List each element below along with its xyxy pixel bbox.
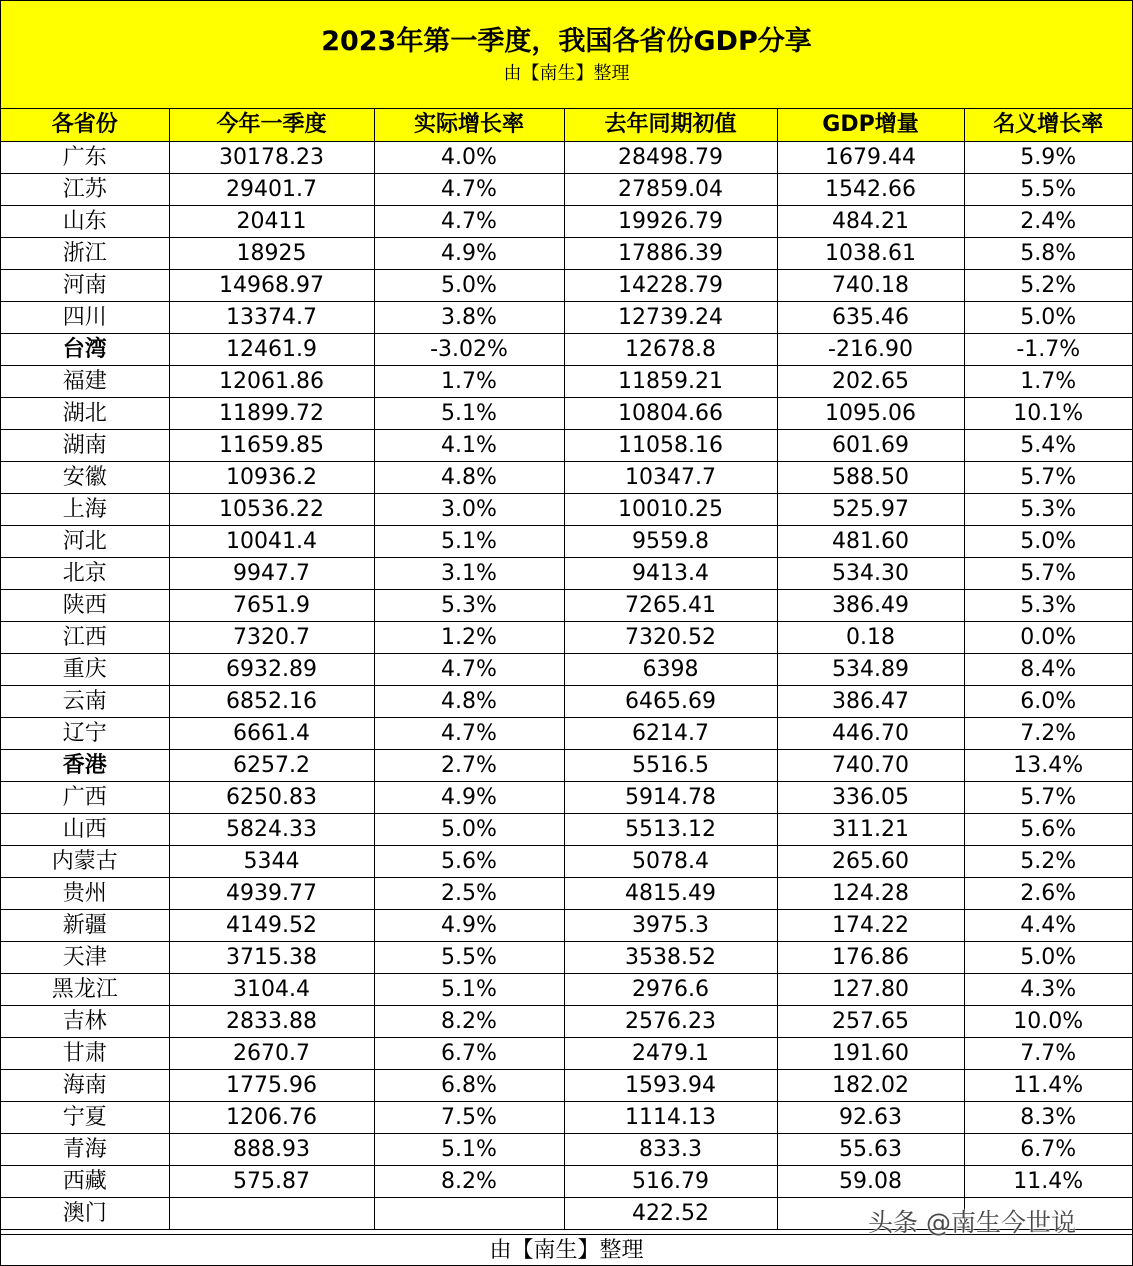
gdp-increase-cell[interactable]: 265.60 <box>777 846 964 878</box>
nominal-growth-cell[interactable]: 7.2% <box>964 718 1132 750</box>
table-row <box>1 686 1132 718</box>
watermark: 头条 @南生今世说 <box>868 1208 1076 1237</box>
table-row <box>1 558 1132 590</box>
q1-2023-cell[interactable]: 1206.76 <box>169 1102 374 1134</box>
nominal-growth-cell[interactable]: 5.2% <box>964 846 1132 878</box>
real-growth-cell[interactable]: 4.9% <box>374 782 564 814</box>
table-row <box>1 1070 1132 1102</box>
q1-2023-cell[interactable]: 7651.9 <box>169 590 374 622</box>
table-row <box>1 238 1132 270</box>
gdp-increase-cell[interactable]: 176.86 <box>777 942 964 974</box>
q1-2023-cell[interactable]: 12061.86 <box>169 366 374 398</box>
province-cell[interactable]: 内蒙古 <box>1 846 169 878</box>
province-cell[interactable]: 黑龙江 <box>1 974 169 1006</box>
gdp-table <box>1 109 1132 1230</box>
prev-initial-cell[interactable]: 5513.12 <box>564 814 777 846</box>
real-growth-cell[interactable]: 4.0% <box>374 142 564 174</box>
table-row <box>1 1134 1132 1166</box>
province-cell[interactable]: 青海 <box>1 1134 169 1166</box>
prev-initial-cell[interactable]: 9559.8 <box>564 526 777 558</box>
prev-initial-cell[interactable]: 4815.49 <box>564 878 777 910</box>
real-growth-cell[interactable]: 2.5% <box>374 878 564 910</box>
province-cell[interactable]: 新疆 <box>1 910 169 942</box>
table-row <box>1 366 1132 398</box>
prev-initial-cell[interactable]: 19926.79 <box>564 206 777 238</box>
table-row <box>1 878 1132 910</box>
nominal-growth-cell[interactable]: 0.0% <box>964 622 1132 654</box>
footer-credit: 由【南生】整理 <box>1 1234 1132 1266</box>
nominal-growth-cell[interactable]: 5.0% <box>964 526 1132 558</box>
real-growth-cell[interactable]: 5.1% <box>374 526 564 558</box>
real-growth-cell[interactable]: 2.7% <box>374 750 564 782</box>
nominal-growth-cell[interactable]: 6.7% <box>964 1134 1132 1166</box>
nominal-growth-cell[interactable]: 5.0% <box>964 942 1132 974</box>
real-growth-cell[interactable]: 4.9% <box>374 910 564 942</box>
gdp-increase-cell[interactable]: 601.69 <box>777 430 964 462</box>
q1-2023-cell[interactable] <box>169 1198 374 1230</box>
gdp-increase-cell[interactable]: 635.46 <box>777 302 964 334</box>
table-row <box>1 846 1132 878</box>
column-header-q1-2023[interactable]: 今年一季度 <box>169 109 374 142</box>
province-cell[interactable]: 河北 <box>1 526 169 558</box>
nominal-growth-cell[interactable]: 5.2% <box>964 270 1132 302</box>
gdp-increase-cell[interactable]: 740.70 <box>777 750 964 782</box>
gdp-increase-cell[interactable]: 525.97 <box>777 494 964 526</box>
nominal-growth-cell[interactable]: 5.8% <box>964 238 1132 270</box>
gdp-increase-cell[interactable]: 311.21 <box>777 814 964 846</box>
nominal-growth-cell[interactable]: 2.6% <box>964 878 1132 910</box>
real-growth-cell[interactable]: 6.8% <box>374 1070 564 1102</box>
real-growth-cell[interactable]: 5.1% <box>374 1134 564 1166</box>
q1-2023-cell[interactable]: 13374.7 <box>169 302 374 334</box>
prev-initial-cell[interactable]: 9413.4 <box>564 558 777 590</box>
province-cell[interactable]: 福建 <box>1 366 169 398</box>
prev-initial-cell[interactable]: 2576.23 <box>564 1006 777 1038</box>
q1-2023-cell[interactable]: 4149.52 <box>169 910 374 942</box>
table-row <box>1 1006 1132 1038</box>
q1-2023-cell[interactable]: 2670.7 <box>169 1038 374 1070</box>
nominal-growth-cell[interactable]: -1.7% <box>964 334 1132 366</box>
q1-2023-cell[interactable]: 888.93 <box>169 1134 374 1166</box>
nominal-growth-cell[interactable]: 5.9% <box>964 142 1132 174</box>
real-growth-cell[interactable]: 7.5% <box>374 1102 564 1134</box>
q1-2023-cell[interactable]: 14968.97 <box>169 270 374 302</box>
province-cell[interactable]: 甘肃 <box>1 1038 169 1070</box>
gdp-increase-cell[interactable]: 202.65 <box>777 366 964 398</box>
gdp-increase-cell[interactable]: 1038.61 <box>777 238 964 270</box>
province-cell[interactable]: 安徽 <box>1 462 169 494</box>
table-row <box>1 334 1132 366</box>
province-cell[interactable]: 重庆 <box>1 654 169 686</box>
province-cell[interactable]: 北京 <box>1 558 169 590</box>
prev-initial-cell[interactable]: 2976.6 <box>564 974 777 1006</box>
table-row <box>1 782 1132 814</box>
q1-2023-cell[interactable]: 3715.38 <box>169 942 374 974</box>
q1-2023-cell[interactable]: 6257.2 <box>169 750 374 782</box>
gdp-increase-cell[interactable]: 481.60 <box>777 526 964 558</box>
q1-2023-cell[interactable]: 6932.89 <box>169 654 374 686</box>
gdp-increase-cell[interactable]: 1679.44 <box>777 142 964 174</box>
prev-initial-cell[interactable]: 10010.25 <box>564 494 777 526</box>
real-growth-cell[interactable]: 1.2% <box>374 622 564 654</box>
province-cell[interactable]: 江苏 <box>1 174 169 206</box>
prev-initial-cell[interactable]: 10804.66 <box>564 398 777 430</box>
province-cell[interactable]: 天津 <box>1 942 169 974</box>
q1-2023-cell[interactable]: 12461.9 <box>169 334 374 366</box>
table-row <box>1 174 1132 206</box>
nominal-growth-cell[interactable]: 5.7% <box>964 782 1132 814</box>
q1-2023-cell[interactable]: 575.87 <box>169 1166 374 1198</box>
q1-2023-cell[interactable]: 7320.7 <box>169 622 374 654</box>
table-row <box>1 270 1132 302</box>
gdp-increase-cell[interactable]: 1542.66 <box>777 174 964 206</box>
gdp-increase-cell[interactable]: 386.47 <box>777 686 964 718</box>
prev-initial-cell[interactable]: 5914.78 <box>564 782 777 814</box>
column-header-real-growth[interactable]: 实际增长率 <box>374 109 564 142</box>
real-growth-cell[interactable]: 8.2% <box>374 1166 564 1198</box>
prev-initial-cell[interactable]: 11058.16 <box>564 430 777 462</box>
table-row <box>1 494 1132 526</box>
table-row <box>1 654 1132 686</box>
nominal-growth-cell[interactable]: 1.7% <box>964 366 1132 398</box>
q1-2023-cell[interactable]: 6661.4 <box>169 718 374 750</box>
q1-2023-cell[interactable]: 6250.83 <box>169 782 374 814</box>
prev-initial-cell[interactable]: 11859.21 <box>564 366 777 398</box>
q1-2023-cell[interactable]: 6852.16 <box>169 686 374 718</box>
nominal-growth-cell[interactable]: 5.7% <box>964 558 1132 590</box>
nominal-growth-cell[interactable]: 5.5% <box>964 174 1132 206</box>
prev-initial-cell[interactable]: 27859.04 <box>564 174 777 206</box>
prev-initial-cell[interactable]: 3538.52 <box>564 942 777 974</box>
q1-2023-cell[interactable]: 10536.22 <box>169 494 374 526</box>
gdp-increase-cell[interactable]: 484.21 <box>777 206 964 238</box>
province-cell[interactable]: 宁夏 <box>1 1102 169 1134</box>
prev-initial-cell[interactable]: 14228.79 <box>564 270 777 302</box>
table-row <box>1 718 1132 750</box>
table-row <box>1 910 1132 942</box>
nominal-growth-cell[interactable]: 11.4% <box>964 1070 1132 1102</box>
province-cell[interactable]: 云南 <box>1 686 169 718</box>
prev-initial-cell[interactable]: 7320.52 <box>564 622 777 654</box>
column-header-prev-initial[interactable]: 去年同期初值 <box>564 109 777 142</box>
nominal-growth-cell[interactable]: 5.6% <box>964 814 1132 846</box>
gdp-increase-cell[interactable]: 588.50 <box>777 462 964 494</box>
gdp-increase-cell[interactable]: 182.02 <box>777 1070 964 1102</box>
prev-initial-cell[interactable]: 422.52 <box>564 1198 777 1230</box>
real-growth-cell[interactable]: 4.1% <box>374 430 564 462</box>
q1-2023-cell[interactable]: 1775.96 <box>169 1070 374 1102</box>
table-row <box>1 590 1132 622</box>
real-growth-cell[interactable]: 3.0% <box>374 494 564 526</box>
q1-2023-cell[interactable]: 18925 <box>169 238 374 270</box>
nominal-growth-cell[interactable]: 13.4% <box>964 750 1132 782</box>
province-cell[interactable]: 西藏 <box>1 1166 169 1198</box>
real-growth-cell[interactable]: 4.8% <box>374 686 564 718</box>
column-header-province[interactable]: 各省份 <box>1 109 169 142</box>
province-cell[interactable]: 湖北 <box>1 398 169 430</box>
prev-initial-cell[interactable]: 516.79 <box>564 1166 777 1198</box>
nominal-growth-cell[interactable]: 5.7% <box>964 462 1132 494</box>
real-growth-cell[interactable]: 5.0% <box>374 270 564 302</box>
real-growth-cell[interactable]: 3.1% <box>374 558 564 590</box>
province-cell[interactable]: 澳门 <box>1 1198 169 1230</box>
page-subtitle: 由【南生】整理 <box>503 63 630 84</box>
real-growth-cell[interactable]: 6.7% <box>374 1038 564 1070</box>
table-row <box>1 1038 1132 1070</box>
gdp-increase-cell[interactable]: 124.28 <box>777 878 964 910</box>
prev-initial-cell[interactable]: 1114.13 <box>564 1102 777 1134</box>
prev-initial-cell[interactable]: 10347.7 <box>564 462 777 494</box>
province-cell[interactable]: 台湾 <box>1 334 169 366</box>
province-cell[interactable]: 吉林 <box>1 1006 169 1038</box>
province-cell[interactable]: 贵州 <box>1 878 169 910</box>
q1-2023-cell[interactable]: 20411 <box>169 206 374 238</box>
gdp-increase-cell[interactable]: 534.30 <box>777 558 964 590</box>
prev-initial-cell[interactable]: 5078.4 <box>564 846 777 878</box>
prev-initial-cell[interactable]: 5516.5 <box>564 750 777 782</box>
province-cell[interactable]: 四川 <box>1 302 169 334</box>
real-growth-cell[interactable]: 5.3% <box>374 590 564 622</box>
real-growth-cell[interactable]: 3.8% <box>374 302 564 334</box>
real-growth-cell[interactable]: 5.0% <box>374 814 564 846</box>
real-growth-cell[interactable] <box>374 1198 564 1230</box>
gdp-increase-cell[interactable]: 59.08 <box>777 1166 964 1198</box>
gdp-increase-cell[interactable]: 336.05 <box>777 782 964 814</box>
q1-2023-cell[interactable]: 4939.77 <box>169 878 374 910</box>
real-growth-cell[interactable]: 4.7% <box>374 206 564 238</box>
real-growth-cell[interactable]: 5.6% <box>374 846 564 878</box>
column-header-nominal-growth[interactable]: 名义增长率 <box>964 109 1132 142</box>
gdp-increase-cell[interactable]: 92.63 <box>777 1102 964 1134</box>
gdp-increase-cell[interactable]: 174.22 <box>777 910 964 942</box>
q1-2023-cell[interactable]: 2833.88 <box>169 1006 374 1038</box>
table-row <box>1 622 1132 654</box>
table-row <box>1 1102 1132 1134</box>
title-block <box>1 1 1132 109</box>
nominal-growth-cell[interactable]: 8.4% <box>964 654 1132 686</box>
table-body <box>1 142 1132 1230</box>
gdp-increase-cell[interactable]: 386.49 <box>777 590 964 622</box>
real-growth-cell[interactable]: 4.7% <box>374 174 564 206</box>
province-cell[interactable]: 海南 <box>1 1070 169 1102</box>
nominal-growth-cell[interactable]: 2.4% <box>964 206 1132 238</box>
gdp-increase-cell[interactable]: 740.18 <box>777 270 964 302</box>
province-cell[interactable]: 河南 <box>1 270 169 302</box>
prev-initial-cell[interactable]: 12739.24 <box>564 302 777 334</box>
real-growth-cell[interactable]: 4.7% <box>374 654 564 686</box>
province-cell[interactable]: 湖南 <box>1 430 169 462</box>
nominal-growth-cell[interactable]: 5.3% <box>964 494 1132 526</box>
prev-initial-cell[interactable]: 833.3 <box>564 1134 777 1166</box>
q1-2023-cell[interactable]: 29401.7 <box>169 174 374 206</box>
real-growth-cell[interactable]: 5.1% <box>374 974 564 1006</box>
gdp-increase-cell[interactable]: 55.63 <box>777 1134 964 1166</box>
gdp-increase-cell[interactable]: -216.90 <box>777 334 964 366</box>
gdp-increase-cell[interactable]: 257.65 <box>777 1006 964 1038</box>
real-growth-cell[interactable]: -3.02% <box>374 334 564 366</box>
province-cell[interactable]: 江西 <box>1 622 169 654</box>
prev-initial-cell[interactable]: 6214.7 <box>564 718 777 750</box>
prev-initial-cell[interactable]: 6465.69 <box>564 686 777 718</box>
gdp-increase-cell[interactable]: 534.89 <box>777 654 964 686</box>
province-cell[interactable]: 上海 <box>1 494 169 526</box>
gdp-increase-cell[interactable]: 127.80 <box>777 974 964 1006</box>
nominal-growth-cell[interactable]: 7.7% <box>964 1038 1132 1070</box>
nominal-growth-cell[interactable]: 8.3% <box>964 1102 1132 1134</box>
real-growth-cell[interactable]: 4.8% <box>374 462 564 494</box>
table-row <box>1 142 1132 174</box>
province-cell[interactable]: 香港 <box>1 750 169 782</box>
q1-2023-cell[interactable]: 11899.72 <box>169 398 374 430</box>
gdp-increase-cell[interactable]: 0.18 <box>777 622 964 654</box>
q1-2023-cell[interactable]: 30178.23 <box>169 142 374 174</box>
table-row <box>1 398 1132 430</box>
q1-2023-cell[interactable]: 11659.85 <box>169 430 374 462</box>
q1-2023-cell[interactable]: 10936.2 <box>169 462 374 494</box>
page-title: 2023年第一季度，我国各省份GDP分享 <box>321 26 812 57</box>
prev-initial-cell[interactable]: 6398 <box>564 654 777 686</box>
nominal-growth-cell[interactable]: 11.4% <box>964 1166 1132 1198</box>
real-growth-cell[interactable]: 4.9% <box>374 238 564 270</box>
real-growth-cell[interactable]: 1.7% <box>374 366 564 398</box>
q1-2023-cell[interactable]: 5344 <box>169 846 374 878</box>
prev-initial-cell[interactable]: 7265.41 <box>564 590 777 622</box>
nominal-growth-cell[interactable]: 10.0% <box>964 1006 1132 1038</box>
province-cell[interactable]: 辽宁 <box>1 718 169 750</box>
table-row <box>1 462 1132 494</box>
q1-2023-cell[interactable]: 9947.7 <box>169 558 374 590</box>
table-row <box>1 942 1132 974</box>
prev-initial-cell[interactable]: 3975.3 <box>564 910 777 942</box>
real-growth-cell[interactable]: 4.7% <box>374 718 564 750</box>
nominal-growth-cell[interactable]: 4.3% <box>964 974 1132 1006</box>
real-growth-cell[interactable]: 5.1% <box>374 398 564 430</box>
nominal-growth-cell[interactable]: 6.0% <box>964 686 1132 718</box>
table-row <box>1 430 1132 462</box>
table-row <box>1 206 1132 238</box>
gdp-increase-cell[interactable]: 1095.06 <box>777 398 964 430</box>
real-growth-cell[interactable]: 5.5% <box>374 942 564 974</box>
table-row <box>1 814 1132 846</box>
column-header-gdp-increase[interactable]: GDP增量 <box>777 109 964 142</box>
prev-initial-cell[interactable]: 12678.8 <box>564 334 777 366</box>
province-cell[interactable]: 山西 <box>1 814 169 846</box>
table-row <box>1 750 1132 782</box>
prev-initial-cell[interactable]: 28498.79 <box>564 142 777 174</box>
prev-initial-cell[interactable]: 1593.94 <box>564 1070 777 1102</box>
province-cell[interactable]: 山东 <box>1 206 169 238</box>
nominal-growth-cell[interactable]: 5.0% <box>964 302 1132 334</box>
header-row <box>1 109 1132 142</box>
nominal-growth-cell[interactable]: 5.4% <box>964 430 1132 462</box>
table-row <box>1 1166 1132 1198</box>
province-cell[interactable]: 广东 <box>1 142 169 174</box>
prev-initial-cell[interactable]: 2479.1 <box>564 1038 777 1070</box>
province-cell[interactable]: 陕西 <box>1 590 169 622</box>
table-row <box>1 974 1132 1006</box>
nominal-growth-cell[interactable]: 5.3% <box>964 590 1132 622</box>
prev-initial-cell[interactable]: 17886.39 <box>564 238 777 270</box>
nominal-growth-cell[interactable]: 4.4% <box>964 910 1132 942</box>
gdp-increase-cell[interactable]: 446.70 <box>777 718 964 750</box>
q1-2023-cell[interactable]: 3104.4 <box>169 974 374 1006</box>
nominal-growth-cell[interactable]: 10.1% <box>964 398 1132 430</box>
q1-2023-cell[interactable]: 5824.33 <box>169 814 374 846</box>
province-cell[interactable]: 浙江 <box>1 238 169 270</box>
gdp-increase-cell[interactable]: 191.60 <box>777 1038 964 1070</box>
province-cell[interactable]: 广西 <box>1 782 169 814</box>
table-row <box>1 302 1132 334</box>
table-row <box>1 526 1132 558</box>
q1-2023-cell[interactable]: 10041.4 <box>169 526 374 558</box>
real-growth-cell[interactable]: 8.2% <box>374 1006 564 1038</box>
